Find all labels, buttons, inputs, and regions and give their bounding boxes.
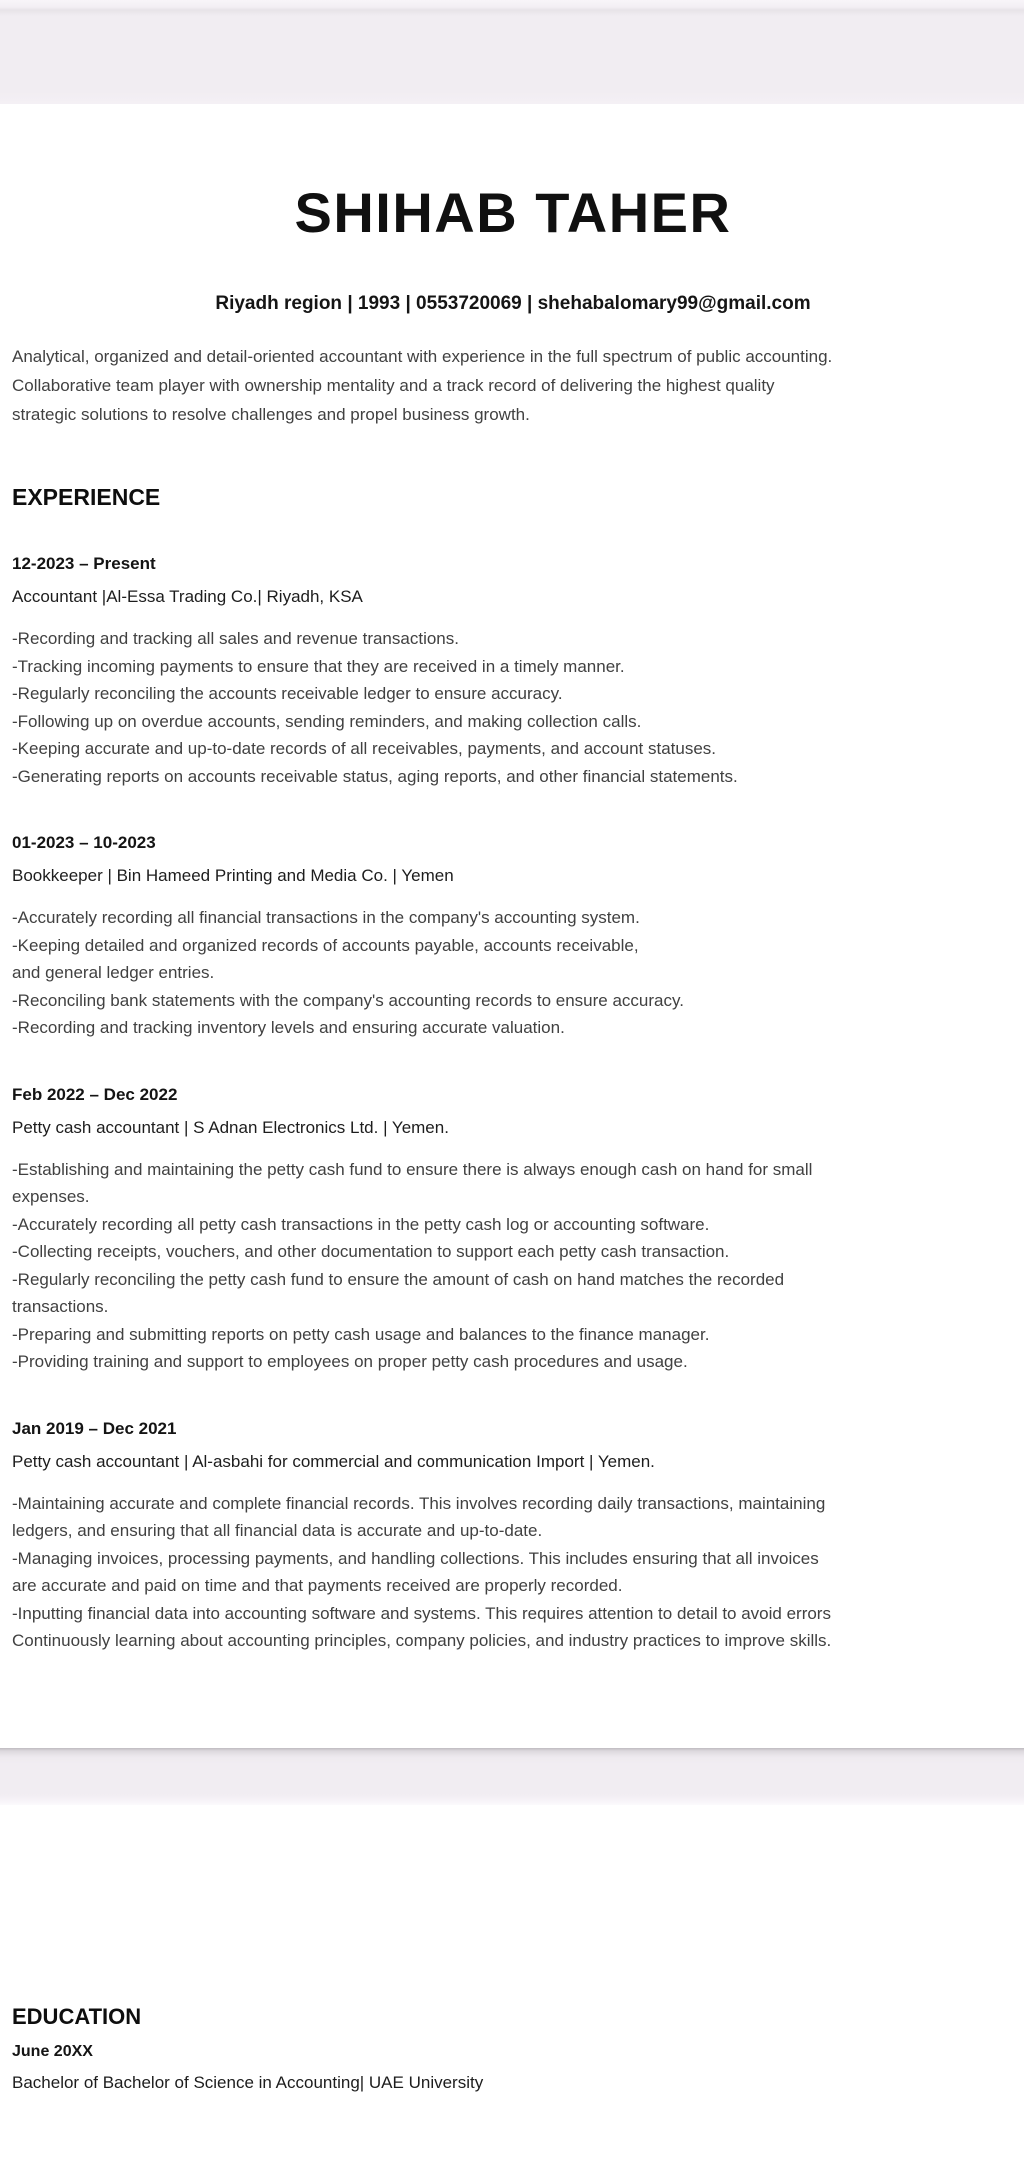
job-description-line: -Regularly reconciling the accounts receivable ledger to ensure accuracy. bbox=[12, 684, 563, 703]
job-description-line: -Maintaining accurate and complete financial records. This involves recording daily transactions, maintaining bbox=[12, 1493, 826, 1513]
job-description bbox=[12, 1490, 1014, 1655]
job-description-line: transactions. bbox=[12, 1297, 109, 1316]
summary bbox=[12, 342, 1014, 429]
job-description-line: -Following up on overdue accounts, sending reminders, and making collection calls. bbox=[12, 711, 642, 731]
job-description-line: -Accurately recording all financial transactions in the company's accounting system. bbox=[12, 908, 640, 927]
job-description-line: -Generating reports on accounts receivable status, aging reports, and other financial statements. bbox=[12, 766, 738, 786]
job-description-line: expenses. bbox=[12, 1187, 90, 1206]
job-description-line: -Accurately recording all petty cash transactions in the petty cash log or accounting software. bbox=[12, 1214, 710, 1234]
job-description-line: Continuously learning about accounting principles, company policies, and industry practices to improve skills. bbox=[12, 1631, 832, 1650]
job-description-line: -Collecting receipts, vouchers, and other documentation to support each petty cash transaction. bbox=[12, 1242, 730, 1261]
job-description bbox=[12, 625, 1014, 790]
job-description-line: -Regularly reconciling the petty cash fund to ensure the amount of cash on hand matches the recorded bbox=[12, 1269, 785, 1289]
name-title: SHIHAB TAHER bbox=[294, 181, 732, 244]
job-entry bbox=[12, 1418, 1014, 1655]
job-role: Accountant |Al-Essa Trading Co.| Riyadh, KSA bbox=[12, 587, 363, 606]
job-description-line: -Tracking incoming payments to ensure that they are received in a timely manner. bbox=[12, 656, 625, 676]
job-dates: 01-2023 – 10-2023 bbox=[12, 833, 156, 852]
page-break bbox=[0, 1748, 1024, 1805]
job-entry bbox=[12, 1084, 1014, 1376]
job-description-line: -Recording and tracking inventory levels and ensuring accurate valuation. bbox=[12, 1018, 565, 1037]
job-entry bbox=[12, 832, 1014, 1042]
job-description-line: and general ledger entries. bbox=[12, 963, 215, 982]
education-date: June 20XX bbox=[12, 2043, 93, 2060]
job-description-line: -Preparing and submitting reports on petty cash usage and balances to the finance manager. bbox=[12, 1324, 710, 1344]
job-dates: 12-2023 – Present bbox=[12, 554, 156, 573]
job-dates: Feb 2022 – Dec 2022 bbox=[12, 1084, 178, 1104]
job-description-line: -Providing training and support to employees on proper petty cash procedures and usage. bbox=[12, 1352, 688, 1371]
job-description bbox=[12, 1156, 1014, 1376]
experience-section-heading: EXPERIENCE bbox=[12, 484, 161, 510]
job-entry bbox=[12, 553, 1014, 790]
job-description-line: ledgers, and ensuring that all financial data is accurate and up-to-date. bbox=[12, 1521, 543, 1540]
summary-line: strategic solutions to resolve challenges and propel business growth. bbox=[12, 405, 530, 424]
job-description-line: -Reconciling bank statements with the company's accounting records to ensure accuracy. bbox=[12, 990, 684, 1010]
job-description-line: -Keeping detailed and organized records of accounts payable, accounts receivable, bbox=[12, 935, 639, 955]
education-degree: Bachelor of Bachelor of Science in Accounting| UAE University bbox=[12, 2073, 484, 2092]
summary-line: Analytical, organized and detail-oriented accountant with experience in the full spectrum of public accounting. bbox=[12, 347, 833, 366]
job-description-line: -Keeping accurate and up-to-date records of all receivables, payments, and account statuses. bbox=[12, 739, 717, 758]
page-2 bbox=[0, 2003, 1024, 2094]
job-description-line: -Managing invoices, processing payments, and handling collections. This includes ensuring that all invoices bbox=[12, 1548, 819, 1568]
job-description-line: -Establishing and maintaining the petty cash fund to ensure there is always enough cash on hand for small bbox=[12, 1159, 813, 1179]
page-gap-top bbox=[0, 0, 1024, 104]
job-role: Petty cash accountant | S Adnan Electronics Ltd. | Yemen. bbox=[12, 1117, 449, 1137]
job-role: Petty cash accountant | Al-asbahi for commercial and communication Import | Yemen. bbox=[12, 1451, 655, 1471]
job-description-line: -Recording and tracking all sales and revenue transactions. bbox=[12, 629, 459, 648]
job-role: Bookkeeper | Bin Hameed Printing and Media Co. | Yemen bbox=[12, 866, 454, 885]
job-description-line: -Inputting financial data into accounting software and systems. This requires attention to detail to avoid errors bbox=[12, 1603, 831, 1623]
education-section-heading: EDUCATION bbox=[12, 2004, 142, 2029]
job-description bbox=[12, 904, 1014, 1042]
job-dates: Jan 2019 – Dec 2021 bbox=[12, 1418, 177, 1438]
summary-line: Collaborative team player with ownership mentality and a track record of delivering the highest quality bbox=[12, 376, 775, 395]
experience-job-list bbox=[12, 553, 1014, 1655]
job-description-line: are accurate and paid on time and that payments received are properly recorded. bbox=[12, 1576, 623, 1595]
contact-line: Riyadh region | 1993 | 0553720069 | shehabalomary99@gmail.com bbox=[215, 293, 811, 314]
page-1 bbox=[0, 104, 1024, 1655]
